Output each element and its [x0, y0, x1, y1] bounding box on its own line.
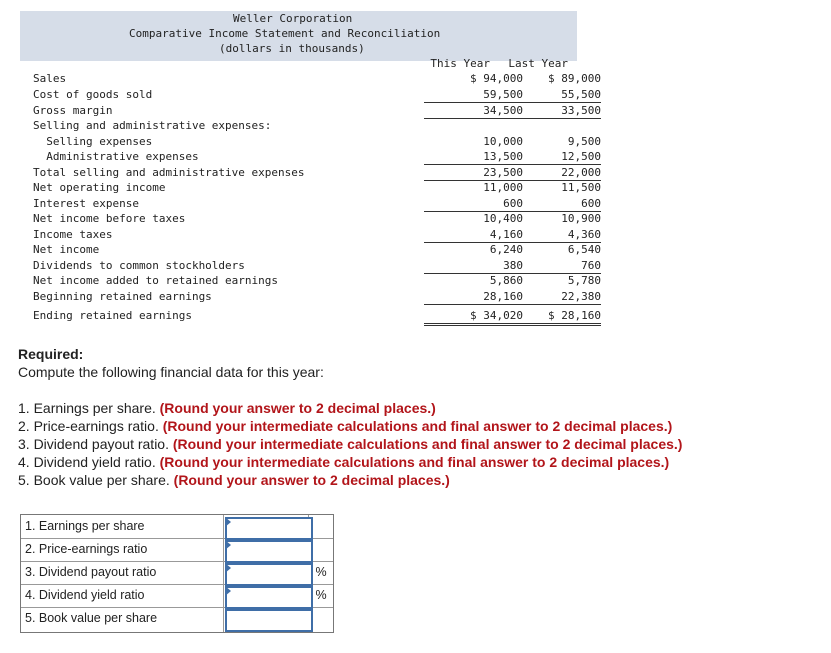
answer-label: 1. Earnings per share [25, 519, 145, 533]
this-year-value: $ 94,000 [470, 72, 523, 85]
row-label: Administrative expenses [33, 150, 199, 163]
answer-row [21, 584, 333, 607]
answer-row [21, 515, 333, 538]
price-earnings-ratio-input[interactable] [225, 540, 313, 563]
this-year-value: 28,160 [424, 290, 523, 305]
answer-label: 3. Dividend payout ratio [25, 565, 157, 579]
row-label: Income taxes [33, 228, 113, 241]
answer-row [21, 538, 333, 561]
answer-label: 4. Dividend yield ratio [25, 588, 145, 602]
instruction-note: (Round your intermediate calculations and final answer to 2 decimal places.) [159, 454, 670, 470]
row-label: Ending retained earnings [33, 309, 192, 322]
this-year-value: 5,860 [489, 274, 523, 287]
statement-subtitle: (dollars in thousands) [219, 42, 365, 55]
instruction-text: 3. Dividend payout ratio. [18, 436, 173, 452]
answer-table [20, 514, 334, 633]
this-year-value: 600 [424, 197, 523, 212]
this-year-value: $ 34,020 [424, 309, 523, 326]
this-year-value: 10,000 [483, 135, 523, 148]
dividend-yield-ratio-input[interactable] [225, 586, 313, 609]
last-year-value: $ 89,000 [548, 72, 601, 85]
statement-title: Comparative Income Statement and Reconciliation [129, 27, 441, 40]
last-year-value: 4,360 [504, 228, 601, 243]
column-header-this-year: This Year [430, 57, 490, 70]
company-name: Weller Corporation [233, 12, 353, 25]
input-marker-icon [225, 586, 231, 596]
row-label: Sales [33, 72, 67, 85]
this-year-value: 6,240 [489, 243, 523, 256]
instruction-item [18, 400, 436, 416]
this-year-value: 4,160 [424, 228, 523, 243]
book-value-per-share-input[interactable] [225, 609, 313, 632]
instruction-text: 5. Book value per share. [18, 472, 174, 488]
last-year-value: 10,900 [561, 212, 601, 225]
dividend-payout-ratio-input[interactable] [225, 563, 313, 586]
last-year-value: 600 [504, 197, 601, 212]
input-marker-icon [225, 563, 231, 573]
last-year-value: 11,500 [561, 181, 601, 194]
last-year-value: 22,000 [504, 166, 601, 181]
last-year-value: 5,780 [567, 274, 601, 287]
row-label: Dividends to common stockholders [33, 259, 245, 272]
answer-label: 2. Price-earnings ratio [25, 542, 148, 556]
answer-row [21, 561, 333, 584]
this-year-value: 10,400 [483, 212, 523, 225]
instruction-text: 4. Dividend yield ratio. [18, 454, 160, 470]
last-year-value: 6,540 [567, 243, 601, 256]
row-label: Cost of goods sold [33, 88, 153, 101]
this-year-value: 380 [424, 259, 523, 274]
instruction-note: (Round your answer to 2 decimal places.) [159, 400, 436, 416]
row-label: Selling and administrative expenses: [33, 119, 272, 132]
instruction-item [18, 454, 669, 470]
instruction-note: (Round your intermediate calculations and final answer to 2 decimal places.) [162, 418, 673, 434]
last-year-value: 55,500 [504, 88, 601, 103]
this-year-value: 59,500 [424, 88, 523, 103]
earnings-per-share-input[interactable] [225, 517, 313, 540]
answer-label: 5. Book value per share [25, 611, 158, 625]
row-label: Net income added to retained earnings [33, 274, 279, 287]
this-year-value: 34,500 [424, 104, 523, 119]
answer-row [21, 607, 333, 630]
last-year-value: 760 [504, 259, 601, 274]
row-label: Gross margin [33, 104, 113, 117]
row-label: Total selling and administrative expenses [33, 166, 305, 179]
last-year-value: 33,500 [504, 104, 601, 119]
row-label: Selling expenses [33, 135, 153, 148]
unit-label: % [315, 588, 327, 602]
unit-label: % [315, 565, 327, 579]
last-year-value: 9,500 [567, 135, 601, 148]
instruction-text: 2. Price-earnings ratio. [18, 418, 163, 434]
required-text: Compute the following financial data for this year: [18, 364, 324, 380]
required-heading: Required: [18, 346, 84, 362]
row-label: Net income [33, 243, 100, 256]
last-year-value: 22,380 [504, 290, 601, 305]
last-year-value: 12,500 [504, 150, 601, 165]
input-marker-icon [225, 517, 231, 527]
this-year-value: 11,000 [483, 181, 523, 194]
instruction-text: 1. Earnings per share. [18, 400, 160, 416]
instruction-item [18, 436, 682, 452]
instruction-note: (Round your answer to 2 decimal places.) [173, 472, 450, 488]
this-year-value: 13,500 [424, 150, 523, 165]
last-year-value: $ 28,160 [504, 309, 601, 326]
instruction-note: (Round your intermediate calculations and final answer to 2 decimal places.) [172, 436, 683, 452]
column-header-last-year: Last Year [508, 57, 568, 70]
statement-header [20, 11, 577, 61]
input-marker-icon [225, 540, 231, 550]
row-label: Beginning retained earnings [33, 290, 212, 303]
instruction-item [18, 472, 450, 488]
row-label: Net operating income [33, 181, 166, 194]
instruction-item [18, 418, 672, 434]
row-label: Interest expense [33, 197, 139, 210]
row-label: Net income before taxes [33, 212, 186, 225]
this-year-value: 23,500 [424, 166, 523, 181]
